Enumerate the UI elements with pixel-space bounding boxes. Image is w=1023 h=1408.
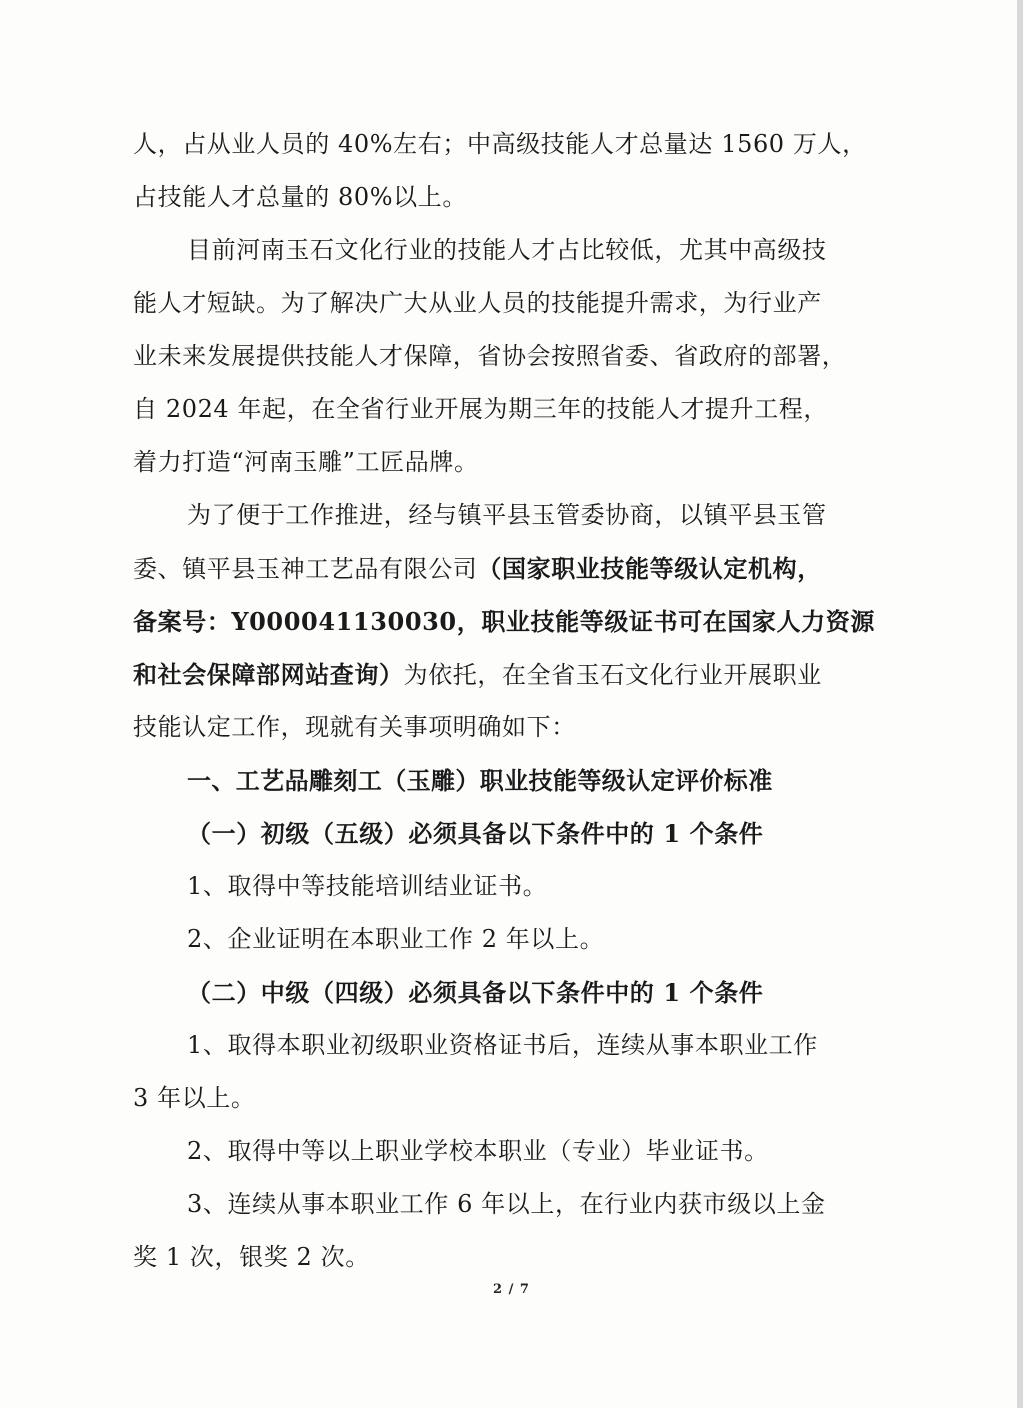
list-item: 3、连续从事本职业工作 6 年以上，在行业内获市级以上金	[187, 1190, 826, 1218]
list-item: 1、取得中等技能培训结业证书。	[187, 872, 548, 900]
page-number: 2 / 7	[493, 1282, 530, 1297]
list-item-continuation: 奖 1 次，银奖 2 次。	[133, 1243, 370, 1271]
paragraph-line: 业未来发展提供技能人才保障，省协会按照省委、省政府的部署，	[133, 342, 847, 370]
section-heading: 一、工艺品雕刻工（玉雕）职业技能等级认定评价标准	[187, 766, 773, 795]
paragraph-text-bold: 和社会保障部网站查询）	[133, 660, 404, 689]
paragraph-text-bold: （国家职业技能等级认定机构，	[477, 554, 822, 583]
list-item-continuation: 3 年以上。	[133, 1084, 256, 1112]
paragraph-line: 为了便于工作推进，经与镇平县玉管委协商，以镇平县玉管	[187, 501, 827, 529]
paragraph-line: 占技能人才总量的 80%以上。	[133, 183, 467, 211]
level-4-heading: （二）中级（四级）必须具备以下条件中的 1 个条件	[187, 978, 764, 1007]
paragraph-line: 人，占从业人员的 40%左右；中高级技能人才总量达 1560 万人，	[133, 130, 867, 158]
paragraph-text: 委、镇平县玉神工艺品有限公司	[133, 555, 478, 583]
list-item: 2、企业证明在本职业工作 2 年以上。	[187, 925, 605, 953]
list-item: 1、取得本职业初级职业资格证书后，连续从事本职业工作	[187, 1031, 818, 1059]
paragraph-text: 为依托，在全省玉石文化行业开展职业	[403, 661, 822, 689]
document-body	[133, 118, 893, 1284]
paragraph-line	[133, 648, 893, 701]
paragraph-line: 着力打造“河南玉雕”工匠品牌。	[133, 448, 479, 476]
paragraph-line: 能人才短缺。为了解决广大从业人员的技能提升需求，为行业产	[133, 289, 822, 317]
level-5-heading: （一）初级（五级）必须具备以下条件中的 1 个条件	[187, 819, 764, 848]
paragraph-line: 技能认定工作，现就有关事项明确如下：	[133, 713, 576, 741]
paragraph-line: 目前河南玉石文化行业的技能人才占比较低，尤其中高级技	[187, 236, 827, 264]
list-item: 2、取得中等以上职业学校本职业（专业）毕业证书。	[187, 1137, 769, 1165]
paragraph-line: 自 2024 年起，在全省行业开展为期三年的技能人才提升工程，	[133, 395, 828, 423]
paragraph-line	[133, 542, 893, 595]
paragraph-line: 备案号：Y000041130030，职业技能等级证书可在国家人力资源	[133, 607, 875, 636]
